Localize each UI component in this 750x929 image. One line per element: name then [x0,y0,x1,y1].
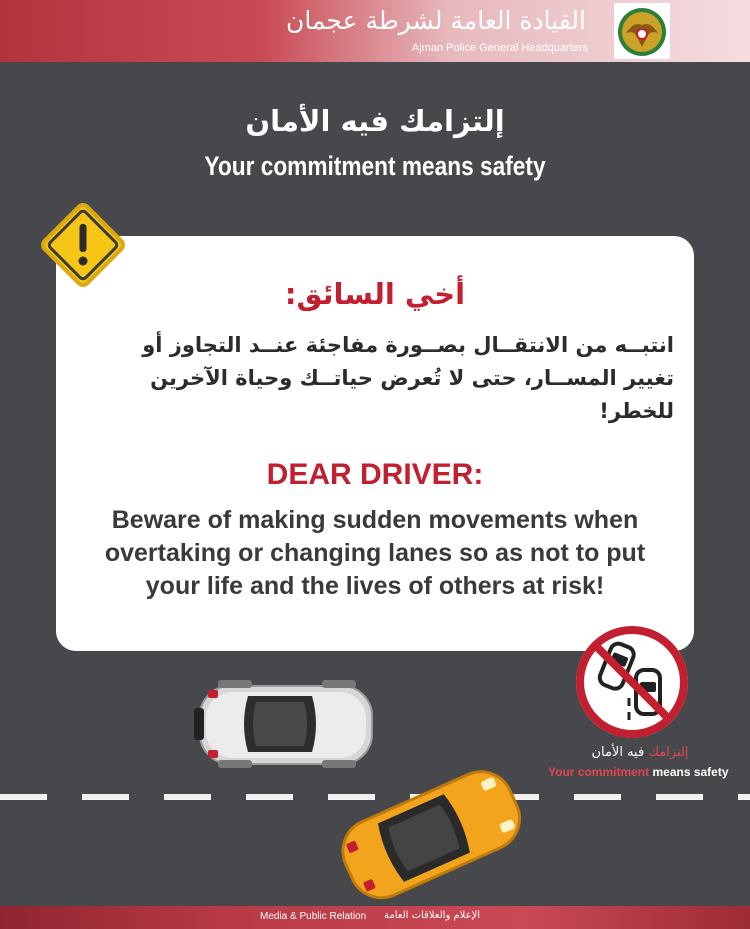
footer-arabic: الإعلام والعلاقات العامة [384,910,481,921]
warning-sign-icon [36,198,130,292]
footer-english: Media & Public Relation [260,911,367,922]
footer-bar [0,906,750,929]
badge-en-highlight: Your commitment [548,765,650,779]
badge-slogan-arabic [560,745,720,760]
badge-slogan-english [548,765,728,779]
badge-ar-rest: فيه الأمان [591,745,645,760]
message-card [56,236,694,651]
header-bar [0,0,750,62]
card-arabic-title: أخي السائق: [284,277,466,311]
card-english-body: Beware of making sudden movements when overtaking or changing lanes so as not to put your life and the lives of others at risk! [104,506,646,600]
header-title-ar: القيادة العامة لشرطة عجمان [286,6,586,35]
uae-falcon-emblem-icon [614,3,670,59]
badge-ar-highlight: إلتزامك [648,745,689,760]
card-english-title: DEAR DRIVER: [266,458,484,491]
header-title-en: Ajman Police General Headquarters [411,42,588,54]
card-arabic-body: انتبــه من الانتقــال بصــورة مفاجئة عنــد التجاوز أو تغيير المســار، حتى لا تُعرض حياتــك وحياة الآخرين للخطر! [142,333,674,423]
badge-en-rest: means safety [652,765,729,779]
no-overtaking-sign-icon [572,622,692,742]
headline-english: Your commitment means safety [204,151,546,181]
yellow-car-icon [320,757,540,907]
headline-arabic: إلتزامك فيه الأمان [245,104,505,138]
